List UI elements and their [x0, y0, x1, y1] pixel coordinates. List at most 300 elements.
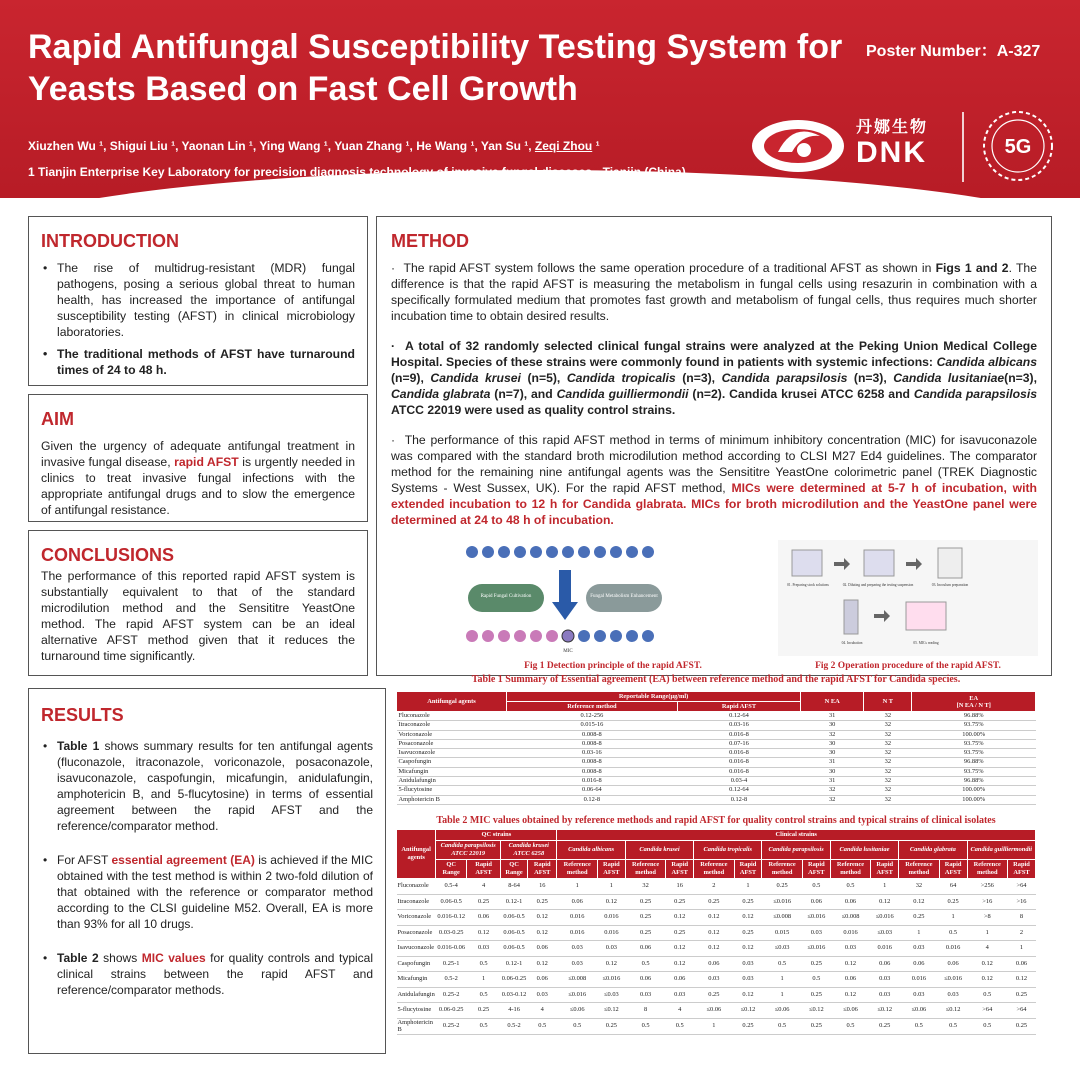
t1-cell: 32 [801, 786, 864, 795]
t1-header-nt: N T [864, 692, 912, 712]
t2-cell: 0.25 [1008, 1018, 1036, 1034]
t2-cell: 0.06 [939, 956, 967, 972]
figure-1-diagram [458, 540, 768, 656]
t1-cell: 0.03-4 [677, 777, 800, 786]
t2-subheader: Reference method [557, 860, 597, 879]
t1-cell: 0.12-64 [677, 712, 800, 721]
fig2-step-1: 01. Preparing stock solutions [787, 583, 829, 587]
t2-cell: 0.12 [734, 987, 762, 1003]
t2-cell: 0.06 [557, 894, 597, 910]
t2-cell: 0.25 [625, 925, 665, 941]
t2-cell: 32 [899, 879, 939, 895]
t1-cell: Isavuconazole [397, 749, 507, 758]
t2-cell: 0.5 [625, 956, 665, 972]
t2-cell: 0.12 [871, 894, 899, 910]
t2-subheader: Rapid AFST [734, 860, 762, 879]
author-list: Xiuzhen Wu ¹, Shigui Liu ¹, Yaonan Lin ¹, Ying Wang ¹, Yuan Zhang ¹, He Wang ¹, Yan Su ¹, [28, 139, 535, 153]
species-8: Candida parapsilosis [913, 387, 1037, 401]
species-6-n: (n=7), and [490, 387, 557, 401]
t2-cell: 0.25 [528, 894, 557, 910]
t2-cell: 0.12 [528, 910, 557, 926]
conclusions-title: CONCLUSIONS [41, 545, 175, 565]
t2-cell: 0.25 [694, 894, 734, 910]
t2-cell: 0.06 [802, 894, 830, 910]
t1-cell: 100.00% [912, 730, 1036, 739]
table-row [397, 721, 1036, 730]
t2-cell: 0.06 [528, 972, 557, 988]
t1-cell: 0.12-8 [507, 795, 678, 804]
t2-cell: 0.25 [734, 894, 762, 910]
t2-cell: ≤0.008 [557, 972, 597, 988]
t2-cell: 0.03 [557, 941, 597, 957]
t2-cell: 0.25-2 [436, 987, 467, 1003]
t2-cell: 0.06 [1008, 956, 1036, 972]
table-row [397, 795, 1036, 804]
t2-cell: 0.12 [528, 925, 557, 941]
t2-cell: ≤0.016 [802, 910, 830, 926]
t2-cell: 0.03 [734, 956, 762, 972]
t1-cell: 93.75% [912, 739, 1036, 748]
table-row [397, 739, 1036, 748]
t2-cell: 0.06 [694, 956, 734, 972]
t2-cell: 0.25 [467, 894, 501, 910]
t1-cell: 32 [864, 721, 912, 730]
t2-cell: ≤0.06 [762, 1003, 802, 1019]
t2-subheader: QC Range [436, 860, 467, 879]
t2-cell: 0.12-1 [501, 956, 528, 972]
t2-cell: 0.5 [939, 1018, 967, 1034]
t1-header-range: Reportable Range(μg/ml) [507, 692, 801, 702]
t2-cell: 0.25 [597, 1018, 625, 1034]
t2-cell: 0.12 [597, 894, 625, 910]
figure-2 [778, 540, 1038, 670]
t2-cell: 0.12 [694, 941, 734, 957]
t2-cell: 0.03 [830, 941, 870, 957]
table-row [397, 879, 1036, 895]
t1-cell: 93.75% [912, 767, 1036, 776]
t2-cell: 0.03 [734, 972, 762, 988]
t2-cell: 0.016 [830, 925, 870, 941]
species-7-n: (n=2). Candida krusei ATCC 6258 and [688, 387, 914, 401]
t1-cell: 93.75% [912, 721, 1036, 730]
t2-cell: 0.25 [939, 894, 967, 910]
t2-strain-header: Candida lusitaniae [830, 841, 898, 860]
results-b3-text-2: for quality controls and typical clinical strains between the rapid AFST and reference/comparator methods. [57, 951, 373, 997]
t2-cell: 1 [899, 925, 939, 941]
t2-cell: ≤0.06 [899, 1003, 939, 1019]
t2-cell: 0.03 [899, 941, 939, 957]
t2-subheader: Reference method [899, 860, 939, 879]
t2-cell: 64 [939, 879, 967, 895]
table-row [397, 972, 1036, 988]
t2-strain-header: Candida parapsilosis ATCC 22019 [436, 841, 501, 860]
t2-cell: 0.03 [557, 956, 597, 972]
t2-header-qc: QC strains [436, 830, 557, 841]
t1-header-ea-label: EA [969, 694, 979, 702]
t1-cell: 0.008-8 [507, 758, 678, 767]
fig1-right-label: Fungal Metabolism Enhancement [590, 594, 658, 599]
t2-cell: 0.5 [467, 987, 501, 1003]
t2-cell: 0.25 [734, 1018, 762, 1034]
bottom-well-row [466, 630, 654, 642]
t1-cell: 0.03-16 [677, 721, 800, 730]
t1-header-rapid: Rapid AFST [677, 702, 800, 712]
t2-cell: 0.5 [625, 1018, 665, 1034]
t1-cell: 31 [801, 712, 864, 721]
t1-cell: 31 [801, 758, 864, 767]
t2-cell: 0.03 [871, 972, 899, 988]
species-5-n: (n=3), [1004, 371, 1037, 385]
t2-subheader: Rapid AFST [802, 860, 830, 879]
method-p1-text: The rapid AFST system follows the same operation procedure of a traditional AFST as shown in [403, 261, 936, 275]
introduction-title: INTRODUCTION [41, 231, 179, 251]
results-bullet-3 [41, 950, 373, 998]
t2-cell: 5-flucytosine [397, 1003, 436, 1019]
t2-cell: 0.03 [694, 972, 734, 988]
t2-cell: >64 [967, 1003, 1007, 1019]
t2-cell: >256 [967, 879, 1007, 895]
results-b2-text-2: is achieved if the MIC obtained with the test method is within 2 two-fold dilution of that obtained with the reference or comparator method according to the CLSI guideline M52. Overall, EA is more than 93% for all 10 drugs. [57, 853, 373, 931]
t2-cell: 0.12-1 [501, 894, 528, 910]
t2-cell: 0.5 [467, 1018, 501, 1034]
introduction-bullet-1: • The rise of multidrug-resistant (MDR) fungal pathogens, posing a serious global threat to human health, has increased the importance of antifungal susceptibility testing (AFST) in clinical microbiology laboratories. [41, 260, 355, 340]
t2-cell: 0.5 [762, 1018, 802, 1034]
t2-cell: ≤0.03 [871, 925, 899, 941]
t2-cell: 0.25 [1008, 987, 1036, 1003]
species-1-n: (n=9), [391, 371, 431, 385]
t2-cell: 0.03 [467, 941, 501, 957]
t2-cell: 0.5-4 [436, 879, 467, 895]
t2-strain-header: Candida albicans [557, 841, 625, 860]
fig1-left-label: Rapid Fungal Cultivation [480, 594, 532, 599]
t2-cell: ≤0.12 [871, 1003, 899, 1019]
t1-cell: 0.03-16 [507, 749, 678, 758]
t2-cell: ≤0.016 [939, 972, 967, 988]
t2-cell: >8 [967, 910, 1007, 926]
t2-cell: 0.5 [939, 925, 967, 941]
t2-cell: Amphotericin B [397, 1018, 436, 1034]
t2-cell: 0.25 [802, 1018, 830, 1034]
method-p3-highlight: MICs were determined at 5-7 h of incubation, with extended incubation to 12 h for Candida glabrata. MICs for broth microdilution and the YeastOne panel were determined at 24 to 48 h of incubation. [391, 481, 1037, 527]
t2-cell: 0.12 [1008, 972, 1036, 988]
table-row [397, 712, 1036, 721]
fig1-mic-label: MIC [563, 649, 573, 654]
t2-cell: ≤0.008 [762, 910, 802, 926]
t2-cell: 0.12 [694, 925, 734, 941]
figure-2-caption: Fig 2 Operation procedure of the rapid AFST. [815, 661, 1001, 671]
fig2-step-3: 03. Inoculum preparation [931, 583, 969, 587]
species-2: Candida krusei [430, 371, 521, 385]
t2-cell: 0.25 [666, 894, 694, 910]
table-row [397, 1018, 1036, 1034]
t2-cell: 0.25 [802, 956, 830, 972]
species-3-n: (n=3), [675, 371, 722, 385]
t2-subheader: Rapid AFST [666, 860, 694, 879]
t2-cell: ≤0.008 [830, 910, 870, 926]
t1-cell: 5-flucytosine [397, 786, 507, 795]
t2-cell: 0.25-1 [436, 956, 467, 972]
t1-cell: 32 [801, 730, 864, 739]
figure-1 [458, 540, 768, 670]
t2-cell: >64 [1008, 1003, 1036, 1019]
t2-cell: 1 [967, 925, 1007, 941]
t2-cell: 1 [762, 987, 802, 1003]
table-1-body [397, 712, 1036, 805]
t2-cell: 0.06-0.5 [436, 894, 467, 910]
t1-cell: 32 [864, 739, 912, 748]
t1-cell: 32 [864, 730, 912, 739]
t1-cell: Amphotericin B [397, 795, 507, 804]
t2-cell: 0.5 [467, 956, 501, 972]
conclusions-section [28, 530, 368, 676]
t2-cell: 0.06-0.5 [501, 925, 528, 941]
t1-header-agent: Antifungal agents [397, 692, 507, 712]
t2-cell: 0.06 [625, 941, 665, 957]
t2-strain-header: Candida krusei [625, 841, 693, 860]
t2-cell: 0.06-0.25 [436, 1003, 467, 1019]
t1-cell: 93.75% [912, 749, 1036, 758]
t2-cell: 0.03 [528, 987, 557, 1003]
t2-cell: 0.5-2 [501, 1018, 528, 1034]
t2-cell: 1 [734, 879, 762, 895]
t2-cell: 2 [694, 879, 734, 895]
t2-cell: 0.06 [899, 956, 939, 972]
results-bullet-1 [41, 738, 373, 834]
species-6: Candida glabrata [391, 387, 491, 401]
t2-cell: ≤0.03 [597, 987, 625, 1003]
t2-cell: ≤0.03 [762, 941, 802, 957]
table-2-caption: Table 2 MIC values obtained by reference methods and rapid AFST for quality control strains and typical strains of clinical isolates [436, 815, 996, 826]
brand-wordmark [856, 114, 928, 169]
t2-cell: 0.06 [666, 972, 694, 988]
t2-subheader: Reference method [694, 860, 734, 879]
t1-cell: 32 [864, 777, 912, 786]
t2-cell: 0.12 [597, 956, 625, 972]
t2-cell: 0.12 [694, 910, 734, 926]
t2-cell: 0.12 [666, 910, 694, 926]
t1-cell: Fluconazole [397, 712, 507, 721]
t2-subheader: Rapid AFST [528, 860, 557, 879]
results-b3-highlight: MIC values [141, 951, 206, 965]
t2-cell: ≤0.016 [802, 941, 830, 957]
t2-cell: Micafungin [397, 972, 436, 988]
t2-cell: Isavuconazole [397, 941, 436, 957]
corresponding-author: Zeqi Zhou [534, 139, 593, 153]
t1-cell: 96.88% [912, 758, 1036, 767]
down-arrow-icon [552, 602, 578, 620]
table-1 [396, 691, 1036, 805]
t1-cell: Caspofungin [397, 758, 507, 767]
t1-cell: 100.00% [912, 786, 1036, 795]
species-5: Candida lusitaniae [893, 371, 1005, 385]
species-1: Candida albicans [936, 355, 1037, 369]
t1-cell: Anidulafungin [397, 777, 507, 786]
t2-cell: 0.12 [967, 972, 1007, 988]
t2-cell: ≤0.016 [762, 894, 802, 910]
t2-cell: 0.03 [899, 987, 939, 1003]
t2-cell: 0.12 [666, 956, 694, 972]
aim-section [28, 394, 368, 522]
fig2-step-4: 04. Incubation [841, 641, 863, 645]
aim-text-1: Given the urgency of adequate antifungal treatment in invasive fungal disease, [41, 439, 355, 469]
t2-cell: 0.25 [899, 910, 939, 926]
t1-cell: 32 [864, 758, 912, 767]
t2-cell: 0.03 [597, 941, 625, 957]
t2-cell: 0.25 [467, 1003, 501, 1019]
t2-cell: 0.5 [802, 879, 830, 895]
t2-subheader: Reference method [830, 860, 870, 879]
t2-cell: ≤0.016 [871, 910, 899, 926]
t2-cell: 1 [467, 972, 501, 988]
table-row [397, 941, 1036, 957]
t2-subheader: Rapid AFST [597, 860, 625, 879]
t2-cell: 0.03-0.25 [436, 925, 467, 941]
t2-cell: 0.03 [666, 987, 694, 1003]
t1-cell: 0.016-8 [677, 730, 800, 739]
t2-cell: ≤0.016 [557, 987, 597, 1003]
results-b2-highlight: essential agreement (EA) [111, 853, 255, 867]
t1-cell: 0.008-8 [507, 767, 678, 776]
t2-cell: 0.12 [467, 925, 501, 941]
t2-cell: 4-16 [501, 1003, 528, 1019]
t1-header-ea [912, 692, 1036, 712]
species-4: Candida parapsilosis [721, 371, 848, 385]
t2-cell: 0.016 [899, 972, 939, 988]
t2-cell: Voriconazole [397, 910, 436, 926]
t2-cell: 1 [871, 879, 899, 895]
t2-cell: 0.03 [871, 987, 899, 1003]
aim-text [41, 438, 355, 518]
figure-2-diagram [778, 540, 1038, 656]
table-row [397, 925, 1036, 941]
t1-cell: 30 [801, 739, 864, 748]
t2-cell: 0.25 [625, 894, 665, 910]
5g-badge-icon [978, 106, 1058, 186]
t1-cell: 31 [801, 777, 864, 786]
t2-cell: 32 [625, 879, 665, 895]
table-row [397, 910, 1036, 926]
t2-header-clinical: Clinical strains [557, 830, 1036, 841]
t2-subheader: Reference method [625, 860, 665, 879]
t2-cell: 0.016 [597, 910, 625, 926]
t1-cell: 32 [801, 795, 864, 804]
t2-cell: Anidulafungin [397, 987, 436, 1003]
authors [28, 139, 600, 153]
method-p1-figs: Figs 1 and 2 [935, 261, 1009, 275]
figure-1-caption: Fig 1 Detection principle of the rapid AFST. [524, 661, 702, 671]
t2-cell: 4 [967, 941, 1007, 957]
t2-cell: 0.25-2 [436, 1018, 467, 1034]
t2-strain-row [397, 841, 1036, 860]
t2-cell: 0.5 [830, 879, 870, 895]
t2-cell: 0.12 [734, 941, 762, 957]
table-row [397, 956, 1036, 972]
t1-cell: 30 [801, 749, 864, 758]
t2-cell: 0.25 [625, 910, 665, 926]
header-divider [962, 112, 964, 182]
t2-cell: 0.03 [939, 987, 967, 1003]
t1-cell: 30 [801, 767, 864, 776]
t1-cell: Micafungin [397, 767, 507, 776]
t1-header-ea-formula: [N EA / N T] [956, 701, 991, 709]
method-paragraph-1: · The rapid AFST system follows the same operation procedure of a traditional AFST as shown in Figs 1 and 2. The difference is that the rapid AFST is measuring the metabolism in fungal cells using resazurin in combination with a specifically formulated medium that promotes fast growth and metabolism of fungal cells, thus requires much shorter incubation time to obtain desired results. [391, 261, 1037, 323]
t2-cell: 0.5 [967, 987, 1007, 1003]
t1-cell: 0.016-8 [507, 777, 678, 786]
table-2 [396, 829, 1036, 1035]
t1-cell: 100.00% [912, 795, 1036, 804]
t2-cell: 0.015 [762, 925, 802, 941]
introduction-bullet-2: • The traditional methods of AFST have turnaround times of 24 to 48 h. [41, 346, 355, 378]
table-1-caption: Table 1 Summary of Essential agreement (EA) between reference method and the rapid AFST for Candida species. [471, 674, 961, 685]
t2-cell: 1 [597, 879, 625, 895]
method-title: METHOD [391, 231, 469, 251]
table-row [397, 767, 1036, 776]
t2-subheader-row [397, 860, 1036, 879]
t1-cell: 0.06-64 [507, 786, 678, 795]
t2-cell: 0.06 [625, 972, 665, 988]
t2-cell: 0.5 [666, 1018, 694, 1034]
t1-cell: 32 [864, 749, 912, 758]
t2-cell: 4 [467, 879, 501, 895]
conclusions-text: The performance of this reported rapid AFST system is substantially equivalent to that of the standard microdilution method and the Sensititre YeastOne method. The rapid AFST system can be an ideal alternative AFST method given that it reduces the turnaround time significantly. [41, 569, 355, 663]
t1-cell: 32 [864, 767, 912, 776]
results-b1-text: shows summary results for ten antifungal agents (fluconazole, itraconazole, voriconazole, posaconazole, isavuconazole, caspofungin, micafungin, anidulafungin, amphotericin B, and 5-flucytosine) in terms of essential agreement between the rapid AFST and the reference/comparator method. [57, 739, 373, 833]
brand-chinese: 丹娜生物 [856, 119, 929, 136]
t2-cell: 0.03 [625, 987, 665, 1003]
t2-cell: 2 [1008, 925, 1036, 941]
t2-cell: 0.5 [528, 1018, 557, 1034]
t1-cell: 96.88% [912, 712, 1036, 721]
table-row [397, 730, 1036, 739]
t2-cell: ≤0.06 [557, 1003, 597, 1019]
t2-cell: 0.12 [666, 941, 694, 957]
t2-cell: ≤0.016 [597, 972, 625, 988]
t2-cell: 0.5 [830, 1018, 870, 1034]
t2-cell: 4 [666, 1003, 694, 1019]
t1-header-nea: N EA [801, 692, 864, 712]
t2-subheader: Rapid AFST [939, 860, 967, 879]
t1-cell: 32 [864, 712, 912, 721]
t2-cell: Posaconazole [397, 925, 436, 941]
t1-cell: 0.016-8 [677, 749, 800, 758]
t2-cell: 0.03 [802, 925, 830, 941]
introduction-section [28, 216, 368, 386]
t2-subheader: Reference method [762, 860, 802, 879]
species-7: Candida guilliermondii [556, 387, 689, 401]
t2-cell: 0.06-0.25 [501, 972, 528, 988]
top-well-row [466, 546, 654, 558]
fig2-step-2: 02. Diluting and preparing the testing suspension [842, 583, 914, 587]
brand-english: DNK [856, 136, 927, 169]
t2-header-agents: Antifungal agents [397, 830, 436, 879]
t2-strain-header: Candida tropicalis [694, 841, 762, 860]
t2-cell: 1 [1008, 941, 1036, 957]
t2-cell: ≤0.12 [734, 1003, 762, 1019]
t1-cell: 0.016-8 [677, 767, 800, 776]
method-p2-text: A total of 32 randomly selected clinical fungal strains were analyzed at the Peking Union Medical College Hospital. Species of these strains were commonly found in patients with systemic infections: [391, 339, 1037, 369]
t2-cell: ≤0.12 [597, 1003, 625, 1019]
author-sup: ¹ [592, 139, 600, 153]
t1-cell: 0.12-64 [677, 786, 800, 795]
t2-cell: 0.016 [597, 925, 625, 941]
t2-cell: 0.06 [830, 972, 870, 988]
t2-cell: 0.25 [871, 1018, 899, 1034]
table-row [397, 786, 1036, 795]
t2-cell: 0.03-0.12 [501, 987, 528, 1003]
t1-cell: 32 [864, 786, 912, 795]
method-paragraph-2: · A total of 32 randomly selected clinical fungal strains were analyzed at the Peking Union Medical College Hospital. Species of these strains were commonly found in patients with systemic infections: Candida albicans (n=9), Candida krusei (n=5), Candida tropicalis (n=3), Candida parapsilosis (n=3), Candida lusitaniae(n=3), Candida glabrata (n=7), and Candida guilliermondii (n=2). Candida krusei ATCC 6258 and Candida parapsilosis ATCC 22019 were used as quality control strains. [391, 339, 1037, 417]
results-section [28, 688, 386, 1054]
